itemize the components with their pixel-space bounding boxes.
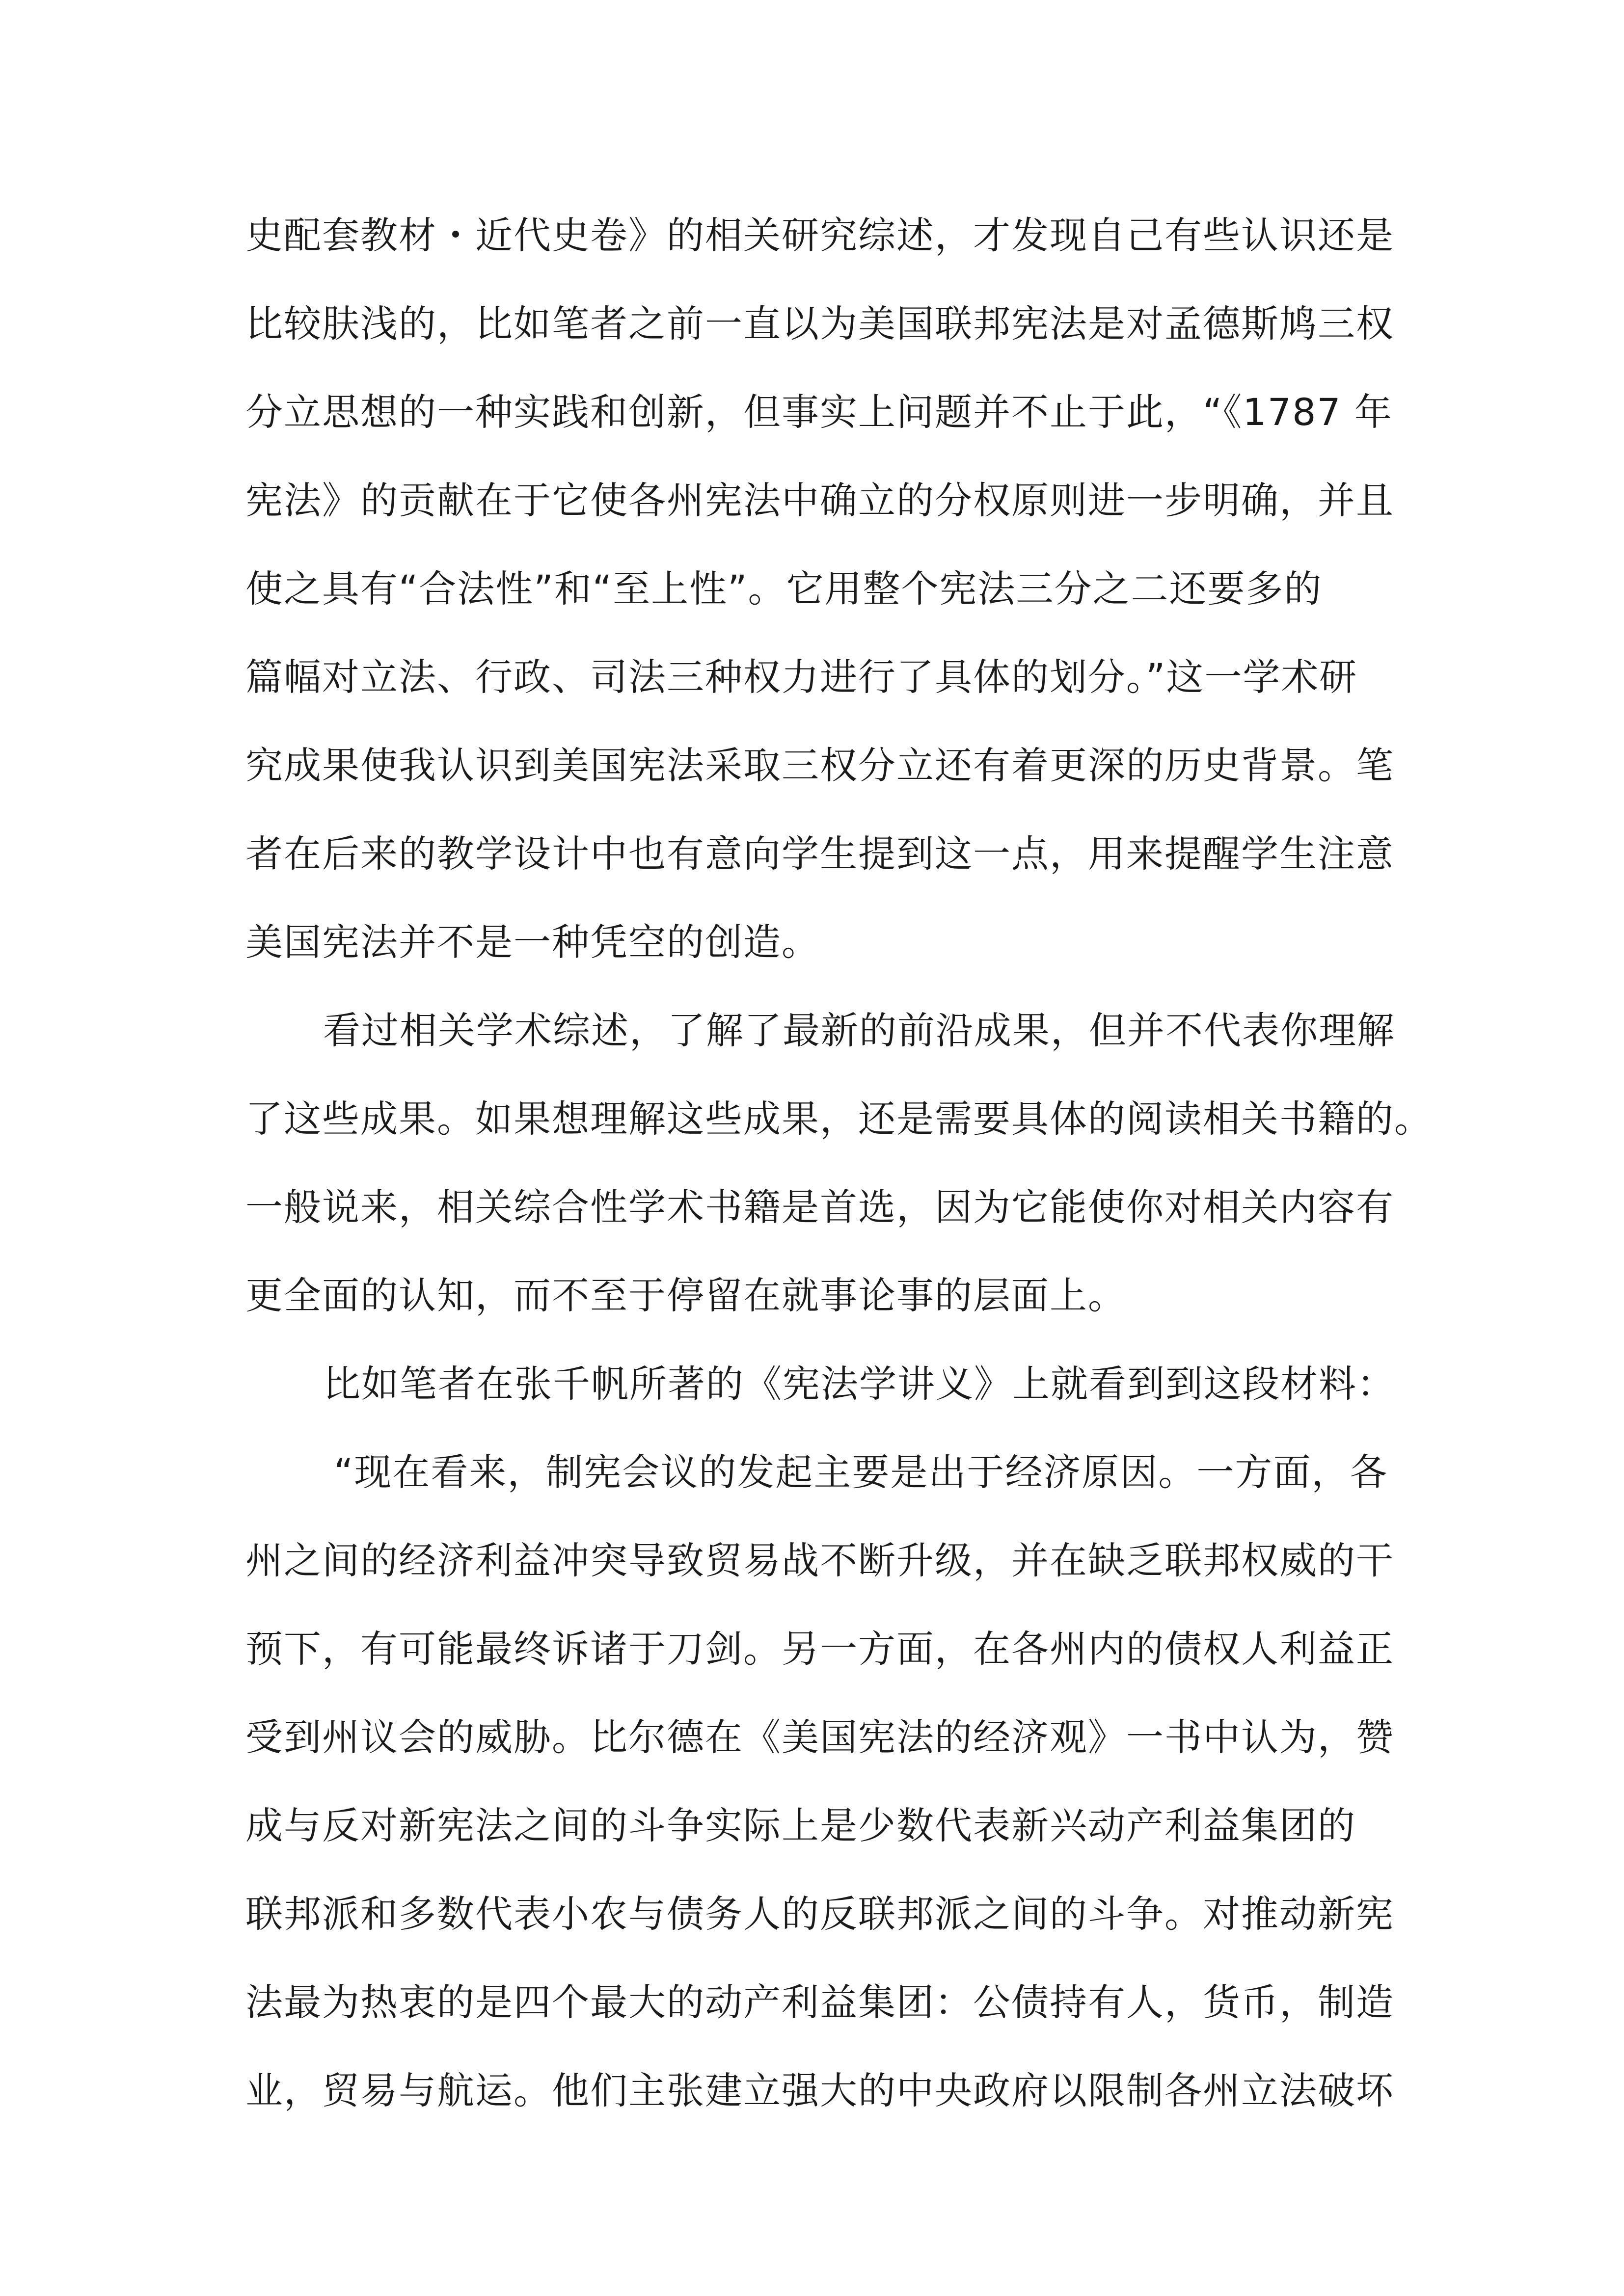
text-line: “现在看来，制宪会议的发起主要是出于经济原因。一方面，各 — [334, 1450, 1388, 1494]
text-line: 美国宪法并不是一种凭空的创造。 — [245, 920, 820, 964]
text-line: 篇幅对立法、行政、司法三种权力进行了具体的划分。”这一学术研 — [245, 655, 1358, 699]
text-line: 比较肤浅的，比如笔者之前一直以为美国联邦宪法是对孟德斯鸠三权 — [245, 302, 1394, 346]
text-line: 史配套教材・近代史卷》的相关研究综述，才发现自己有些认识还是 — [245, 214, 1394, 257]
text-line: 受到州议会的威胁。比尔德在《美国宪法的经济观》一书中认为，赞 — [245, 1715, 1394, 1759]
text-line: 了这些成果。如果想理解这些成果，还是需要具体的阅读相关书籍的。 — [245, 1097, 1433, 1141]
text-line: 业，贸易与航运。他们主张建立强大的中央政府以限制各州立法破坏 — [245, 2069, 1394, 2112]
text-line: 看过相关学术综述，了解了最新的前沿成果，但并不代表你理解 — [323, 1009, 1395, 1052]
text-line: 法最为热衷的是四个最大的动产利益集团：公债持有人，货币，制造 — [245, 1980, 1394, 2024]
text-line: 究成果使我认识到美国宪法采取三权分立还有着更深的历史背景。笔 — [245, 744, 1394, 787]
text-line: 一般说来，相关综合性学术书籍是首选，因为它能使你对相关内容有 — [245, 1185, 1394, 1229]
text-line: 州之间的经济利益冲突导致贸易战不断升级，并在缺乏联邦权威的干 — [245, 1539, 1394, 1582]
text-line: 预下，有可能最终诉诸于刀剑。另一方面，在各州内的债权人利益正 — [245, 1627, 1394, 1671]
text-line: 比如笔者在张千帆所著的《宪法学讲义》上就看到到这段材料： — [323, 1362, 1395, 1406]
text-line: 分立思想的一种实践和创新，但事实上问题并不止于此，“《1787 年 — [245, 390, 1393, 434]
text-line: 者在后来的教学设计中也有意向学生提到这一点，用来提醒学生注意 — [245, 832, 1394, 876]
text-line: 宪法》的贡献在于它使各州宪法中确立的分权原则进一步明确，并且 — [245, 479, 1394, 522]
text-line: 更全面的认知，而不至于停留在就事论事的层面上。 — [245, 1274, 1126, 1317]
text-line: 使之具有“合法性”和“至上性”。它用整个宪法三分之二还要多的 — [245, 567, 1323, 611]
text-line: 成与反对新宪法之间的斗争实际上是少数代表新兴动产利益集团的 — [245, 1804, 1356, 1847]
text-line: 联邦派和多数代表小农与债务人的反联邦派之间的斗争。对推动新宪 — [245, 1892, 1394, 1936]
